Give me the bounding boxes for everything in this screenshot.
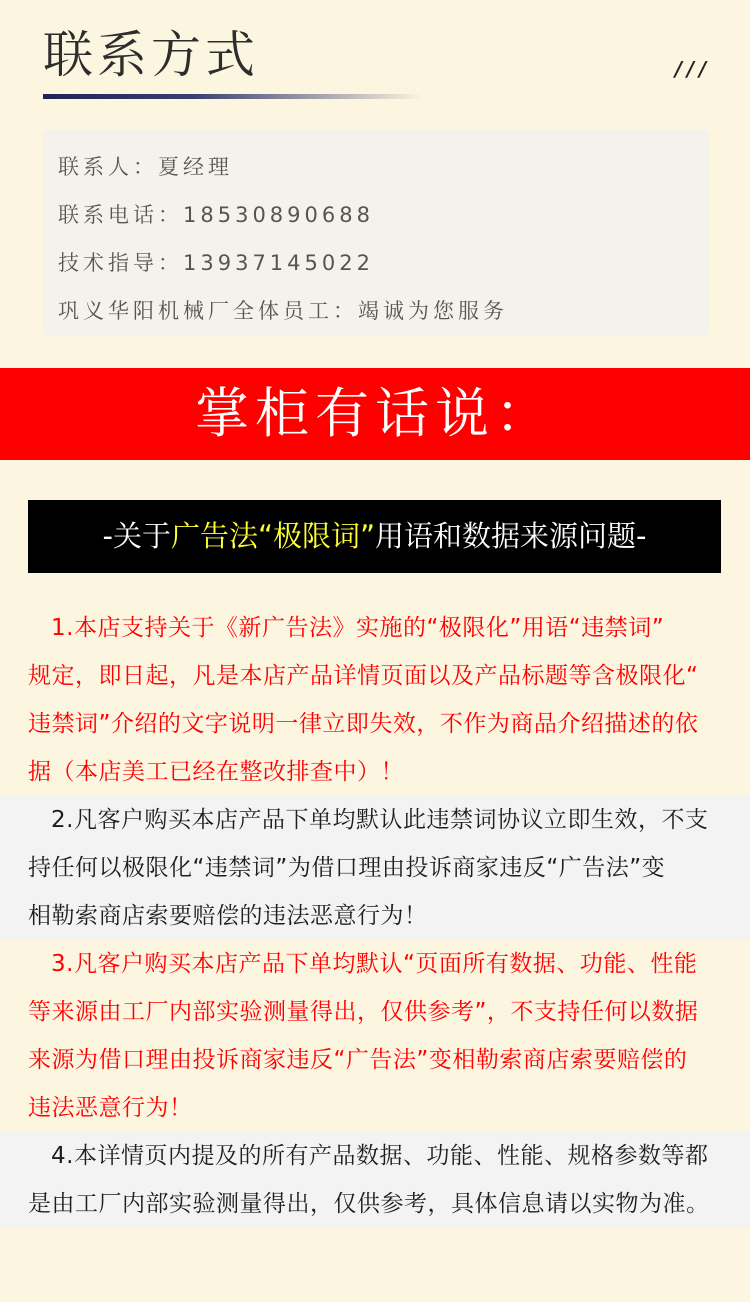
- notice-line: 3.凡客户购买本店产品下单均默认“页面所有数据、功能、性能: [51, 951, 698, 977]
- notice-line: 持任何以极限化“违禁词”为借口理由投诉商家违反“广告法”变: [28, 855, 666, 881]
- notice-line: 是由工厂内部实验测量得出，仅供参考，具体信息请以实物为准。: [28, 1191, 710, 1217]
- contact-phone: 联系电话：18530890688: [58, 203, 374, 227]
- title-underline-divider: [43, 94, 423, 99]
- company-service-line: 巩义华阳机械厂全体员工：竭诚为您服务: [58, 299, 508, 323]
- contact-person: 联系人：夏经理: [58, 155, 233, 179]
- notice-line: 2.凡客户购买本店产品下单均默认此违禁词协议立即生效，不支: [51, 807, 709, 833]
- shopkeeper-banner: [0, 368, 750, 460]
- notice-line: 1.本店支持关于《新广告法》实施的“极限化”用语“违禁词”: [51, 615, 665, 641]
- ad-law-banner-prefix: -关于: [102, 519, 171, 553]
- ad-law-banner-text: [103, 516, 647, 556]
- notice-line: 违禁词”介绍的文字说明一律立即失效，不作为商品介绍描述的依: [28, 711, 699, 737]
- contact-info-box: [43, 130, 709, 336]
- notice-1: [0, 604, 750, 796]
- ad-law-banner-suffix: 用语和数据来源问题-: [375, 519, 647, 553]
- notice-line: 4.本详情页内提及的所有产品数据、功能、性能、规格参数等都: [51, 1143, 709, 1169]
- notice-3: [0, 940, 750, 1132]
- notice-line: 规定，即日起，凡是本店产品详情页面以及产品标题等含极限化“: [28, 663, 699, 689]
- ad-law-banner-highlight: 广告法“极限词”: [170, 519, 376, 553]
- notice-4: [0, 1132, 750, 1228]
- notice-line: 据（本店美工已经在整改排查中）！: [28, 759, 404, 785]
- notice-line: 违法恶意行为！: [28, 1095, 193, 1121]
- notice-line: 等来源由工厂内部实验测量得出，仅供参考”，不支持任何以数据: [28, 999, 699, 1025]
- tech-support-phone: 技术指导：13937145022: [58, 251, 374, 275]
- contact-title: 联系方式: [43, 26, 259, 84]
- notice-line: 来源为借口理由投诉商家违反“广告法”变相勒索商店索要赔偿的: [28, 1047, 688, 1073]
- notice-2: [0, 796, 750, 940]
- notice-line: 相勒索商店索要赔偿的违法恶意行为！: [28, 903, 428, 929]
- shopkeeper-banner-text: 掌柜有话说：: [195, 382, 555, 445]
- ad-law-banner: [28, 500, 721, 573]
- decorative-slashes: ///: [673, 57, 710, 81]
